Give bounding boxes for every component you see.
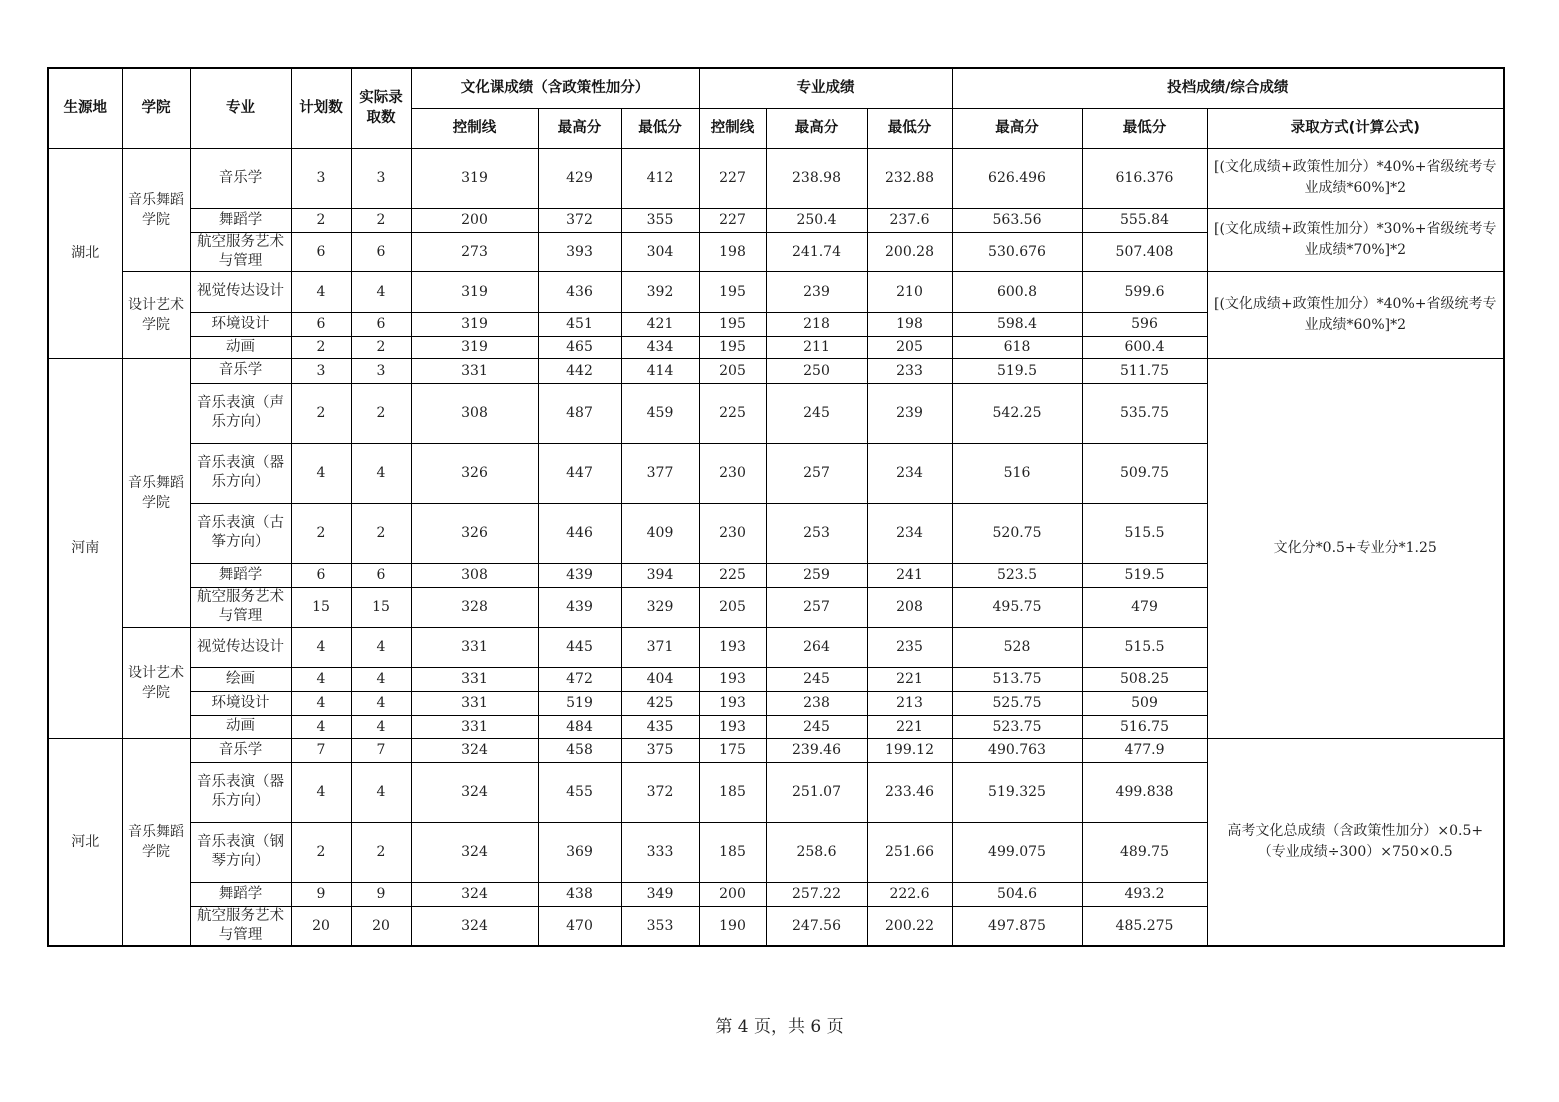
plan-cell: 4 [291,627,351,667]
header-culture-control-line: 控制线 [411,108,538,148]
culture-min-cell: 404 [621,667,699,691]
total-max-cell: 525.75 [952,691,1082,715]
culture-min-cell: 394 [621,563,699,587]
plan-cell: 2 [291,208,351,232]
admitted-cell: 2 [351,383,411,443]
professional-control-line-cell: 195 [699,271,766,312]
table-row [48,271,1504,312]
professional-max-cell: 218 [766,312,867,336]
total-max-cell: 497.875 [952,906,1082,946]
major-cell: 音乐表演（器乐方向） [190,443,291,503]
page-footer: 第 4 页，共 6 页 [715,1017,844,1037]
plan-cell: 4 [291,715,351,738]
header-culture-group: 文化课成绩（含政策性加分） [411,68,699,108]
major-cell: 视觉传达设计 [190,627,291,667]
professional-min-cell: 232.88 [867,148,952,208]
professional-control-line-cell: 227 [699,208,766,232]
major-cell: 音乐学 [190,738,291,762]
professional-min-cell: 213 [867,691,952,715]
major-cell: 航空服务艺术与管理 [190,232,291,271]
culture-control-line-cell: 331 [411,691,538,715]
plan-cell: 2 [291,822,351,882]
plan-cell: 20 [291,906,351,946]
table-row [48,358,1504,383]
major-cell: 视觉传达设计 [190,271,291,312]
major-cell: 舞蹈学 [190,208,291,232]
culture-max-cell: 445 [538,627,621,667]
culture-control-line-cell: 324 [411,882,538,906]
total-max-cell: 516 [952,443,1082,503]
professional-max-cell: 258.6 [766,822,867,882]
total-min-cell: 485.275 [1082,906,1207,946]
professional-max-cell: 238 [766,691,867,715]
total-max-cell: 542.25 [952,383,1082,443]
table-row [48,738,1504,762]
college-cell: 音乐舞蹈学院 [122,358,190,627]
total-min-cell: 535.75 [1082,383,1207,443]
professional-control-line-cell: 185 [699,822,766,882]
admitted-cell: 4 [351,627,411,667]
college-cell: 音乐舞蹈学院 [122,738,190,946]
culture-max-cell: 436 [538,271,621,312]
professional-min-cell: 239 [867,383,952,443]
culture-control-line-cell: 331 [411,358,538,383]
plan-cell: 3 [291,148,351,208]
culture-control-line-cell: 319 [411,148,538,208]
table-body [48,148,1504,946]
total-min-cell: 489.75 [1082,822,1207,882]
professional-control-line-cell: 190 [699,906,766,946]
admitted-cell: 20 [351,906,411,946]
header-professional-control-line: 控制线 [699,108,766,148]
table-row [48,148,1504,208]
culture-min-cell: 375 [621,738,699,762]
total-max-cell: 528 [952,627,1082,667]
major-cell: 音乐表演（声乐方向） [190,383,291,443]
culture-control-line-cell: 331 [411,667,538,691]
header-admitted: 实际录取数 [351,68,411,148]
total-max-cell: 490.763 [952,738,1082,762]
culture-min-cell: 355 [621,208,699,232]
professional-control-line-cell: 225 [699,563,766,587]
plan-cell: 4 [291,443,351,503]
total-min-cell: 508.25 [1082,667,1207,691]
admitted-cell: 6 [351,563,411,587]
major-cell: 环境设计 [190,691,291,715]
total-min-cell: 477.9 [1082,738,1207,762]
total-min-cell: 600.4 [1082,336,1207,358]
header-plan: 计划数 [291,68,351,148]
total-min-cell: 509 [1082,691,1207,715]
plan-cell: 6 [291,232,351,271]
college-cell: 设计艺术学院 [122,627,190,738]
admitted-cell: 6 [351,232,411,271]
plan-cell: 6 [291,312,351,336]
professional-max-cell: 253 [766,503,867,563]
major-cell: 音乐学 [190,148,291,208]
culture-control-line-cell: 319 [411,336,538,358]
culture-max-cell: 369 [538,822,621,882]
culture-max-cell: 465 [538,336,621,358]
professional-control-line-cell: 205 [699,358,766,383]
admitted-cell: 2 [351,336,411,358]
header-total-group: 投档成绩/综合成绩 [952,68,1504,108]
major-cell: 航空服务艺术与管理 [190,587,291,627]
culture-min-cell: 333 [621,822,699,882]
professional-min-cell: 234 [867,443,952,503]
professional-max-cell: 257 [766,443,867,503]
total-min-cell: 499.838 [1082,762,1207,822]
professional-min-cell: 241 [867,563,952,587]
professional-control-line-cell: 230 [699,503,766,563]
culture-max-cell: 487 [538,383,621,443]
total-min-cell: 519.5 [1082,563,1207,587]
culture-min-cell: 392 [621,271,699,312]
total-max-cell: 618 [952,336,1082,358]
admitted-cell: 3 [351,148,411,208]
culture-min-cell: 409 [621,503,699,563]
culture-max-cell: 446 [538,503,621,563]
header-culture-min: 最低分 [621,108,699,148]
admitted-cell: 4 [351,762,411,822]
culture-control-line-cell: 328 [411,587,538,627]
professional-control-line-cell: 230 [699,443,766,503]
admitted-cell: 4 [351,667,411,691]
professional-min-cell: 233.46 [867,762,952,822]
province-cell: 河北 [48,738,122,946]
header-formula: 录取方式(计算公式) [1207,108,1504,148]
culture-control-line-cell: 319 [411,271,538,312]
formula-cell: [(文化成绩+政策性加分）*40%+省级统考专业成绩*60%]*2 [1207,271,1504,358]
total-max-cell: 519.325 [952,762,1082,822]
admitted-cell: 4 [351,271,411,312]
culture-min-cell: 304 [621,232,699,271]
province-cell: 河南 [48,358,122,738]
plan-cell: 9 [291,882,351,906]
culture-max-cell: 458 [538,738,621,762]
total-max-cell: 600.8 [952,271,1082,312]
culture-max-cell: 429 [538,148,621,208]
admitted-cell: 4 [351,443,411,503]
professional-min-cell: 200.22 [867,906,952,946]
professional-control-line-cell: 175 [699,738,766,762]
culture-min-cell: 412 [621,148,699,208]
culture-min-cell: 377 [621,443,699,503]
professional-max-cell: 211 [766,336,867,358]
culture-max-cell: 438 [538,882,621,906]
admitted-cell: 6 [351,312,411,336]
culture-min-cell: 372 [621,762,699,822]
professional-control-line-cell: 198 [699,232,766,271]
culture-min-cell: 421 [621,312,699,336]
professional-max-cell: 250 [766,358,867,383]
plan-cell: 4 [291,667,351,691]
total-max-cell: 523.75 [952,715,1082,738]
culture-control-line-cell: 273 [411,232,538,271]
professional-max-cell: 245 [766,383,867,443]
professional-control-line-cell: 195 [699,312,766,336]
total-min-cell: 509.75 [1082,443,1207,503]
total-min-cell: 596 [1082,312,1207,336]
professional-min-cell: 210 [867,271,952,312]
culture-max-cell: 470 [538,906,621,946]
total-min-cell: 493.2 [1082,882,1207,906]
culture-max-cell: 393 [538,232,621,271]
total-max-cell: 499.075 [952,822,1082,882]
major-cell: 动画 [190,715,291,738]
culture-max-cell: 484 [538,715,621,738]
culture-max-cell: 439 [538,563,621,587]
admitted-cell: 7 [351,738,411,762]
plan-cell: 2 [291,336,351,358]
culture-min-cell: 459 [621,383,699,443]
total-min-cell: 555.84 [1082,208,1207,232]
total-max-cell: 563.56 [952,208,1082,232]
total-max-cell: 520.75 [952,503,1082,563]
professional-min-cell: 235 [867,627,952,667]
plan-cell: 4 [291,271,351,312]
total-max-cell: 519.5 [952,358,1082,383]
culture-control-line-cell: 326 [411,503,538,563]
culture-control-line-cell: 324 [411,762,538,822]
plan-cell: 3 [291,358,351,383]
culture-control-line-cell: 324 [411,906,538,946]
professional-control-line-cell: 200 [699,882,766,906]
province-cell: 湖北 [48,148,122,358]
header-college: 学院 [122,68,190,148]
professional-min-cell: 200.28 [867,232,952,271]
total-min-cell: 511.75 [1082,358,1207,383]
total-min-cell: 599.6 [1082,271,1207,312]
professional-max-cell: 259 [766,563,867,587]
professional-control-line-cell: 193 [699,627,766,667]
major-cell: 环境设计 [190,312,291,336]
total-max-cell: 598.4 [952,312,1082,336]
professional-max-cell: 257.22 [766,882,867,906]
professional-control-line-cell: 193 [699,667,766,691]
major-cell: 舞蹈学 [190,882,291,906]
plan-cell: 15 [291,587,351,627]
culture-control-line-cell: 324 [411,822,538,882]
culture-max-cell: 372 [538,208,621,232]
major-cell: 音乐表演（古筝方向） [190,503,291,563]
professional-max-cell: 257 [766,587,867,627]
college-cell: 音乐舞蹈学院 [122,148,190,271]
culture-min-cell: 353 [621,906,699,946]
admitted-cell: 2 [351,503,411,563]
admitted-cell: 9 [351,882,411,906]
culture-control-line-cell: 308 [411,383,538,443]
plan-cell: 7 [291,738,351,762]
culture-control-line-cell: 308 [411,563,538,587]
total-min-cell: 479 [1082,587,1207,627]
total-max-cell: 504.6 [952,882,1082,906]
college-cell: 设计艺术学院 [122,271,190,358]
culture-control-line-cell: 326 [411,443,538,503]
professional-min-cell: 251.66 [867,822,952,882]
culture-min-cell: 329 [621,587,699,627]
professional-min-cell: 221 [867,667,952,691]
major-cell: 舞蹈学 [190,563,291,587]
professional-control-line-cell: 225 [699,383,766,443]
total-min-cell: 616.376 [1082,148,1207,208]
major-cell: 动画 [190,336,291,358]
culture-max-cell: 455 [538,762,621,822]
header-total-max: 最高分 [952,108,1082,148]
major-cell: 航空服务艺术与管理 [190,906,291,946]
professional-min-cell: 234 [867,503,952,563]
culture-min-cell: 371 [621,627,699,667]
professional-min-cell: 237.6 [867,208,952,232]
professional-min-cell: 205 [867,336,952,358]
culture-max-cell: 519 [538,691,621,715]
major-cell: 绘画 [190,667,291,691]
professional-control-line-cell: 193 [699,691,766,715]
total-max-cell: 626.496 [952,148,1082,208]
professional-min-cell: 221 [867,715,952,738]
professional-min-cell: 222.6 [867,882,952,906]
admitted-cell: 2 [351,822,411,882]
culture-max-cell: 472 [538,667,621,691]
total-min-cell: 507.408 [1082,232,1207,271]
culture-max-cell: 451 [538,312,621,336]
plan-cell: 4 [291,691,351,715]
header-culture-max: 最高分 [538,108,621,148]
table-row [48,208,1504,232]
plan-cell: 2 [291,383,351,443]
professional-max-cell: 239 [766,271,867,312]
culture-max-cell: 439 [538,587,621,627]
professional-control-line-cell: 193 [699,715,766,738]
culture-min-cell: 349 [621,882,699,906]
total-max-cell: 530.676 [952,232,1082,271]
culture-min-cell: 435 [621,715,699,738]
culture-min-cell: 425 [621,691,699,715]
formula-cell: 文化分*0.5+专业分*1.25 [1207,358,1504,738]
admission-scores-table [47,67,1505,947]
culture-control-line-cell: 319 [411,312,538,336]
header-major: 专业 [190,68,291,148]
professional-max-cell: 264 [766,627,867,667]
professional-control-line-cell: 195 [699,336,766,358]
header-total-min: 最低分 [1082,108,1207,148]
admitted-cell: 2 [351,208,411,232]
plan-cell: 6 [291,563,351,587]
professional-min-cell: 199.12 [867,738,952,762]
culture-max-cell: 447 [538,443,621,503]
header-professional-max: 最高分 [766,108,867,148]
plan-cell: 4 [291,762,351,822]
culture-min-cell: 434 [621,336,699,358]
professional-max-cell: 247.56 [766,906,867,946]
admitted-cell: 3 [351,358,411,383]
total-min-cell: 516.75 [1082,715,1207,738]
admitted-cell: 4 [351,691,411,715]
formula-cell: [(文化成绩+政策性加分）*40%+省级统考专业成绩*60%]*2 [1207,148,1504,208]
professional-control-line-cell: 227 [699,148,766,208]
professional-min-cell: 208 [867,587,952,627]
culture-control-line-cell: 200 [411,208,538,232]
culture-control-line-cell: 331 [411,627,538,667]
plan-cell: 2 [291,503,351,563]
formula-cell: 高考文化总成绩（含政策性加分）×0.5+（专业成绩÷300）×750×0.5 [1207,738,1504,946]
professional-control-line-cell: 205 [699,587,766,627]
professional-max-cell: 239.46 [766,738,867,762]
header-professional-group: 专业成绩 [699,68,952,108]
professional-max-cell: 251.07 [766,762,867,822]
total-max-cell: 495.75 [952,587,1082,627]
total-max-cell: 523.5 [952,563,1082,587]
header-province: 生源地 [48,68,122,148]
professional-min-cell: 198 [867,312,952,336]
professional-min-cell: 233 [867,358,952,383]
professional-max-cell: 245 [766,667,867,691]
admitted-cell: 15 [351,587,411,627]
professional-max-cell: 250.4 [766,208,867,232]
formula-cell: [(文化成绩+政策性加分）*30%+省级统考专业成绩*70%]*2 [1207,208,1504,271]
admitted-cell: 4 [351,715,411,738]
culture-max-cell: 442 [538,358,621,383]
major-cell: 音乐表演（器乐方向） [190,762,291,822]
professional-max-cell: 238.98 [766,148,867,208]
culture-control-line-cell: 324 [411,738,538,762]
professional-max-cell: 241.74 [766,232,867,271]
total-min-cell: 515.5 [1082,627,1207,667]
total-max-cell: 513.75 [952,667,1082,691]
professional-control-line-cell: 185 [699,762,766,822]
professional-max-cell: 245 [766,715,867,738]
culture-min-cell: 414 [621,358,699,383]
total-min-cell: 515.5 [1082,503,1207,563]
major-cell: 音乐表演（钢琴方向） [190,822,291,882]
major-cell: 音乐学 [190,358,291,383]
header-professional-min: 最低分 [867,108,952,148]
culture-control-line-cell: 331 [411,715,538,738]
